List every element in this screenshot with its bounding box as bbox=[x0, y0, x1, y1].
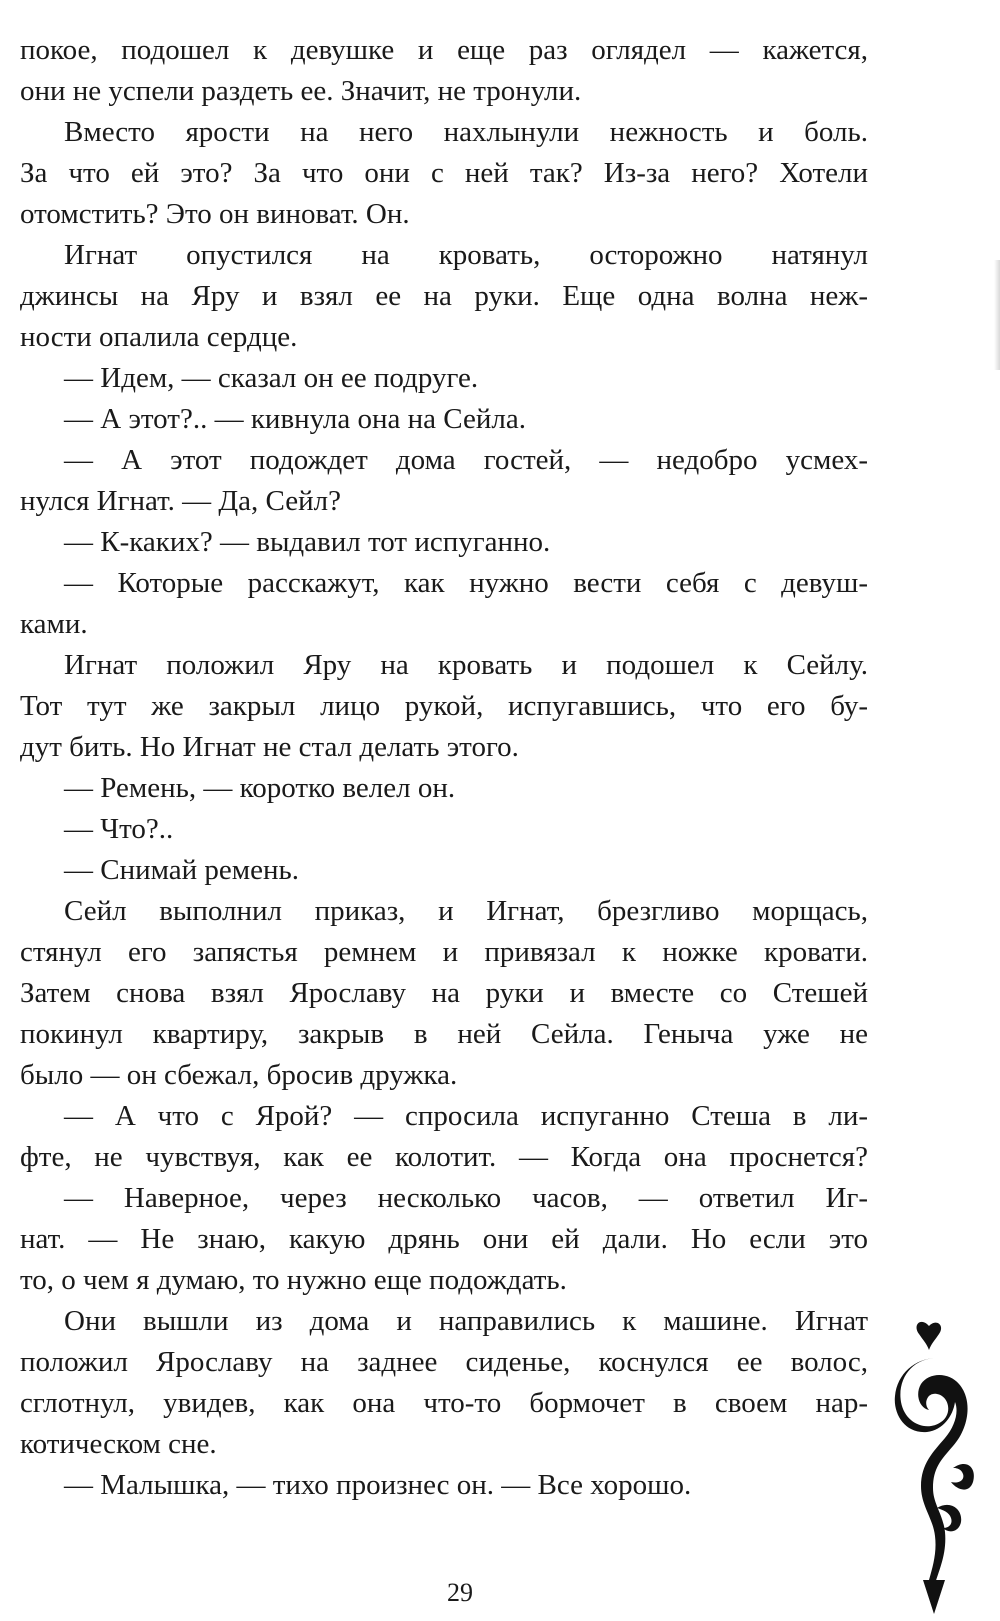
text-line: отомстить? Это он виноват. Он. bbox=[20, 198, 410, 230]
text-line: джинсы на Яру и взял ее на руки. Еще одна волна неж- bbox=[20, 280, 868, 312]
text-line: стянул его запястья ремнем и привязал к ножке кровати. bbox=[20, 936, 868, 968]
text-line: нулся Игнат. — Да, Сейл? bbox=[20, 485, 341, 517]
text-line: ности опалила сердце. bbox=[20, 321, 298, 353]
text-line: — Наверное, через несколько часов, — ответил Иг- bbox=[64, 1182, 868, 1214]
text-line: — А этот подождет дома гостей, — недобро усмех- bbox=[64, 444, 868, 476]
text-line: нат. — Не знаю, какую дрянь они ей дали. Но если это bbox=[20, 1223, 868, 1255]
text-line: — А что с Ярой? — спросила испуганно Стеша в ли- bbox=[64, 1100, 868, 1132]
text-line: Игнат опустился на кровать, осторожно натянул bbox=[64, 239, 868, 271]
text-line: — А этот?.. — кивнула она на Сейла. bbox=[64, 403, 526, 435]
text-line: — Малышка, — тихо произнес он. — Все хорошо. bbox=[64, 1469, 692, 1501]
text-line: — Которые расскажут, как нужно вести себя с девуш- bbox=[64, 567, 868, 599]
text-line: — Что?.. bbox=[64, 813, 174, 845]
text-line: Они вышли из дома и направились к машине. Игнат bbox=[64, 1305, 868, 1337]
page-edge-shadow bbox=[994, 260, 1000, 370]
text-line: Тот тут же закрыл лицо рукой, испугавшись, что его бу- bbox=[20, 690, 868, 722]
text-line: — Идем, — сказал он ее подруге. bbox=[64, 362, 479, 394]
text-line: фте, не чувствуя, как ее колотит. — Когда она проснется? bbox=[20, 1141, 868, 1173]
text-line: покое, подошел к девушке и еще раз оглядел — кажется, bbox=[20, 34, 868, 66]
body-text bbox=[20, 30, 868, 1506]
text-line: сглотнул, увидев, как она что-то бормочет в своем нар- bbox=[20, 1387, 868, 1419]
page-number: 29 bbox=[447, 1578, 473, 1607]
text-line: Затем снова взял Ярославу на руки и вместе со Стешей bbox=[20, 977, 868, 1009]
text-line: они не успели раздеть ее. Значит, не тронули. bbox=[20, 75, 582, 107]
text-line: положил Ярославу на заднее сиденье, коснулся ее волос, bbox=[20, 1346, 868, 1378]
text-line: было — он сбежал, бросив дружка. bbox=[20, 1059, 458, 1091]
text-line: — Снимай ремень. bbox=[64, 854, 300, 886]
text-line: Сейл выполнил приказ, и Игнат, брезгливо морщась, bbox=[64, 895, 868, 927]
text-line: — К-каких? — выдавил тот испуганно. bbox=[64, 526, 551, 558]
text-line: Вместо ярости на него нахлынули нежность и боль. bbox=[64, 116, 868, 148]
text-line: За что ей это? За что они с ней так? Из-за него? Хотели bbox=[20, 157, 868, 189]
text-line: ками. bbox=[20, 608, 88, 640]
text-line: — Ремень, — коротко велел он. bbox=[64, 772, 456, 804]
text-line: то, о чем я думаю, то нужно еще подождать. bbox=[20, 1264, 567, 1296]
text-line: котическом сне. bbox=[20, 1428, 217, 1460]
text-line: покинул квартиру, закрыв в ней Сейла. Геныча уже не bbox=[20, 1018, 868, 1050]
text-line: Игнат положил Яру на кровать и подошел к Сейлу. bbox=[64, 649, 868, 681]
text-line: дут бить. Но Игнат не стал делать этого. bbox=[20, 731, 519, 763]
swirl-ornament-icon bbox=[893, 1318, 977, 1618]
